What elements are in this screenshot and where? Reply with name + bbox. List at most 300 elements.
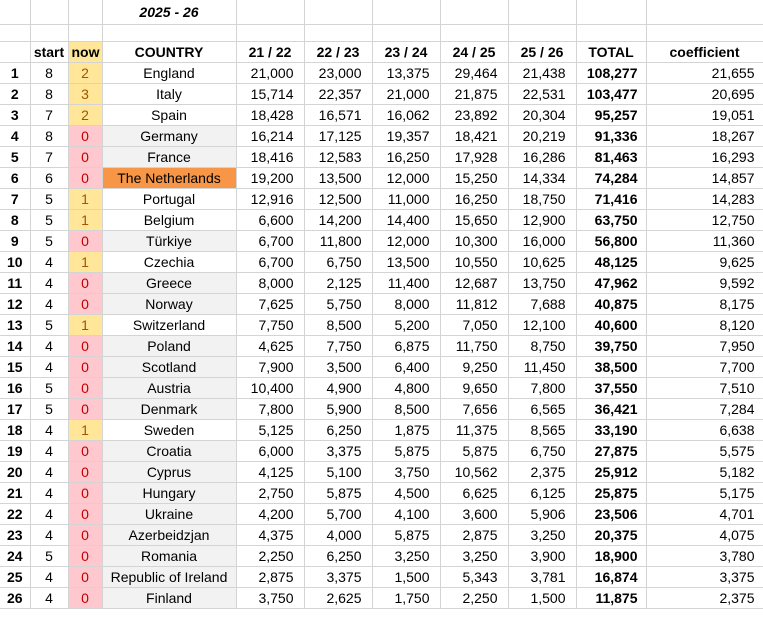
season-2425-cell[interactable]: 3,600: [440, 504, 508, 525]
now-cell[interactable]: 1: [68, 210, 102, 231]
country-cell[interactable]: France: [102, 147, 236, 168]
coefficient-cell[interactable]: 16,293: [646, 147, 763, 168]
season-2122-cell[interactable]: 2,250: [236, 546, 304, 567]
season-2223-cell[interactable]: 23,000: [304, 63, 372, 84]
rank-cell[interactable]: 19: [0, 441, 30, 462]
start-cell[interactable]: 5: [30, 378, 68, 399]
coefficient-cell[interactable]: 4,075: [646, 525, 763, 546]
season-2324-cell[interactable]: 4,800: [372, 378, 440, 399]
season-2122-cell[interactable]: 6,700: [236, 231, 304, 252]
season-2324-cell[interactable]: 5,875: [372, 525, 440, 546]
start-cell[interactable]: 5: [30, 231, 68, 252]
coefficient-cell[interactable]: 4,701: [646, 504, 763, 525]
season-2425-cell[interactable]: 7,050: [440, 315, 508, 336]
season-2122-cell[interactable]: 21,000: [236, 63, 304, 84]
total-cell[interactable]: 33,190: [576, 420, 646, 441]
season-2324-cell[interactable]: 16,250: [372, 147, 440, 168]
start-cell[interactable]: 4: [30, 504, 68, 525]
season-2324-cell[interactable]: 19,357: [372, 126, 440, 147]
coefficient-cell[interactable]: 19,051: [646, 105, 763, 126]
total-cell[interactable]: 91,336: [576, 126, 646, 147]
season-2425-cell[interactable]: 9,650: [440, 378, 508, 399]
season-2122-cell[interactable]: 15,714: [236, 84, 304, 105]
total-cell[interactable]: 71,416: [576, 189, 646, 210]
rank-cell[interactable]: 1: [0, 63, 30, 84]
coefficient-cell[interactable]: 11,360: [646, 231, 763, 252]
season-2526-cell[interactable]: 6,125: [508, 483, 576, 504]
total-cell[interactable]: 48,125: [576, 252, 646, 273]
season-2223-cell[interactable]: 12,500: [304, 189, 372, 210]
start-cell[interactable]: 8: [30, 126, 68, 147]
coefficient-cell[interactable]: 7,284: [646, 399, 763, 420]
season-2425-cell[interactable]: 11,750: [440, 336, 508, 357]
season-2425-cell[interactable]: 10,300: [440, 231, 508, 252]
season-2223-cell[interactable]: 6,250: [304, 546, 372, 567]
coefficient-cell[interactable]: 7,700: [646, 357, 763, 378]
now-cell[interactable]: 0: [68, 378, 102, 399]
total-cell[interactable]: 74,284: [576, 168, 646, 189]
country-cell[interactable]: Switzerland: [102, 315, 236, 336]
season-2324-cell[interactable]: 3,750: [372, 462, 440, 483]
country-cell[interactable]: Finland: [102, 588, 236, 609]
total-cell[interactable]: 40,875: [576, 294, 646, 315]
now-cell[interactable]: 2: [68, 105, 102, 126]
coefficient-cell[interactable]: 5,182: [646, 462, 763, 483]
coefficient-cell[interactable]: 8,175: [646, 294, 763, 315]
season-2324-cell[interactable]: 11,400: [372, 273, 440, 294]
season-2122-cell[interactable]: 16,214: [236, 126, 304, 147]
rank-cell[interactable]: 8: [0, 210, 30, 231]
season-2122-cell[interactable]: 12,916: [236, 189, 304, 210]
rank-cell[interactable]: 17: [0, 399, 30, 420]
country-cell[interactable]: Norway: [102, 294, 236, 315]
season-2324-cell[interactable]: 13,500: [372, 252, 440, 273]
coefficient-cell[interactable]: 18,267: [646, 126, 763, 147]
season-2526-cell[interactable]: 8,565: [508, 420, 576, 441]
season-2223-cell[interactable]: 13,500: [304, 168, 372, 189]
season-2425-cell[interactable]: 9,250: [440, 357, 508, 378]
season-2223-cell[interactable]: 5,875: [304, 483, 372, 504]
season-2526-cell[interactable]: 10,625: [508, 252, 576, 273]
header-coefficient[interactable]: coefficient: [646, 42, 763, 63]
country-cell[interactable]: Sweden: [102, 420, 236, 441]
season-2425-cell[interactable]: 29,464: [440, 63, 508, 84]
now-cell[interactable]: 0: [68, 126, 102, 147]
total-cell[interactable]: 40,600: [576, 315, 646, 336]
season-2324-cell[interactable]: 1,750: [372, 588, 440, 609]
season-2223-cell[interactable]: 7,750: [304, 336, 372, 357]
season-2425-cell[interactable]: 11,375: [440, 420, 508, 441]
season-2223-cell[interactable]: 2,125: [304, 273, 372, 294]
total-cell[interactable]: 20,375: [576, 525, 646, 546]
season-2324-cell[interactable]: 4,100: [372, 504, 440, 525]
now-cell[interactable]: 1: [68, 252, 102, 273]
season-2223-cell[interactable]: 6,750: [304, 252, 372, 273]
rank-cell[interactable]: 13: [0, 315, 30, 336]
rank-cell[interactable]: 20: [0, 462, 30, 483]
season-2526-cell[interactable]: 16,286: [508, 147, 576, 168]
start-cell[interactable]: 5: [30, 189, 68, 210]
season-2526-cell[interactable]: 13,750: [508, 273, 576, 294]
season-2122-cell[interactable]: 18,428: [236, 105, 304, 126]
table-row: [0, 336, 763, 357]
now-cell[interactable]: 0: [68, 462, 102, 483]
now-cell[interactable]: 0: [68, 483, 102, 504]
now-cell[interactable]: 2: [68, 63, 102, 84]
coefficient-cell[interactable]: 14,857: [646, 168, 763, 189]
start-cell[interactable]: 4: [30, 525, 68, 546]
season-2122-cell[interactable]: 10,400: [236, 378, 304, 399]
rank-cell[interactable]: 5: [0, 147, 30, 168]
start-cell[interactable]: 4: [30, 483, 68, 504]
season-2526-cell[interactable]: 1,500: [508, 588, 576, 609]
now-cell[interactable]: 1: [68, 315, 102, 336]
rank-cell[interactable]: 4: [0, 126, 30, 147]
country-cell[interactable]: Poland: [102, 336, 236, 357]
rank-cell[interactable]: 18: [0, 420, 30, 441]
season-2223-cell[interactable]: 3,500: [304, 357, 372, 378]
season-2526-cell[interactable]: 3,250: [508, 525, 576, 546]
country-cell[interactable]: Austria: [102, 378, 236, 399]
coefficient-cell[interactable]: 5,575: [646, 441, 763, 462]
start-cell[interactable]: 4: [30, 462, 68, 483]
country-cell[interactable]: Belgium: [102, 210, 236, 231]
season-2425-cell[interactable]: 11,812: [440, 294, 508, 315]
season-2425-cell[interactable]: 17,928: [440, 147, 508, 168]
season-2324-cell[interactable]: 3,250: [372, 546, 440, 567]
country-cell[interactable]: Portugal: [102, 189, 236, 210]
start-cell[interactable]: 7: [30, 105, 68, 126]
season-2526-cell[interactable]: 6,750: [508, 441, 576, 462]
season-2425-cell[interactable]: 7,656: [440, 399, 508, 420]
now-cell[interactable]: 0: [68, 546, 102, 567]
season-2223-cell[interactable]: 12,583: [304, 147, 372, 168]
season-2122-cell[interactable]: 19,200: [236, 168, 304, 189]
header-start[interactable]: start: [30, 42, 68, 63]
season-2526-cell[interactable]: 7,800: [508, 378, 576, 399]
rank-cell[interactable]: 9: [0, 231, 30, 252]
now-cell[interactable]: 0: [68, 231, 102, 252]
season-2223-cell[interactable]: 3,375: [304, 567, 372, 588]
season-2122-cell[interactable]: 7,900: [236, 357, 304, 378]
season-2526-cell[interactable]: 20,219: [508, 126, 576, 147]
rank-cell[interactable]: 14: [0, 336, 30, 357]
total-cell[interactable]: 103,477: [576, 84, 646, 105]
season-2122-cell[interactable]: 4,375: [236, 525, 304, 546]
season-2425-cell[interactable]: 15,250: [440, 168, 508, 189]
rank-cell[interactable]: 2: [0, 84, 30, 105]
country-cell[interactable]: Hungary: [102, 483, 236, 504]
country-cell[interactable]: Republic of Ireland: [102, 567, 236, 588]
country-cell[interactable]: Ukraine: [102, 504, 236, 525]
season-2526-cell[interactable]: 12,900: [508, 210, 576, 231]
country-cell[interactable]: The Netherlands: [102, 168, 236, 189]
total-cell[interactable]: 36,421: [576, 399, 646, 420]
total-cell[interactable]: 63,750: [576, 210, 646, 231]
rank-cell[interactable]: 22: [0, 504, 30, 525]
season-2122-cell[interactable]: 6,700: [236, 252, 304, 273]
start-cell[interactable]: 4: [30, 441, 68, 462]
country-cell[interactable]: Scotland: [102, 357, 236, 378]
total-cell[interactable]: 38,500: [576, 357, 646, 378]
now-cell[interactable]: 0: [68, 168, 102, 189]
season-2425-cell[interactable]: 21,875: [440, 84, 508, 105]
total-cell[interactable]: 56,800: [576, 231, 646, 252]
total-cell[interactable]: 23,506: [576, 504, 646, 525]
header-season-2324[interactable]: 23 / 24: [372, 42, 440, 63]
rank-cell[interactable]: 24: [0, 546, 30, 567]
season-2324-cell[interactable]: 13,375: [372, 63, 440, 84]
start-cell[interactable]: 4: [30, 252, 68, 273]
coefficient-cell[interactable]: 6,638: [646, 420, 763, 441]
coefficient-cell[interactable]: 3,375: [646, 567, 763, 588]
season-2526-cell[interactable]: 18,750: [508, 189, 576, 210]
start-cell[interactable]: 5: [30, 399, 68, 420]
coefficient-cell[interactable]: 5,175: [646, 483, 763, 504]
coefficient-cell[interactable]: 8,120: [646, 315, 763, 336]
country-cell[interactable]: Croatia: [102, 441, 236, 462]
country-cell[interactable]: Spain: [102, 105, 236, 126]
season-2223-cell[interactable]: 2,625: [304, 588, 372, 609]
season-2324-cell[interactable]: 6,875: [372, 336, 440, 357]
season-2223-cell[interactable]: 6,250: [304, 420, 372, 441]
season-2122-cell[interactable]: 6,000: [236, 441, 304, 462]
total-cell[interactable]: 25,912: [576, 462, 646, 483]
season-2324-cell[interactable]: 8,000: [372, 294, 440, 315]
season-2223-cell[interactable]: 3,375: [304, 441, 372, 462]
season-2223-cell[interactable]: 8,500: [304, 315, 372, 336]
country-cell[interactable]: Türkiye: [102, 231, 236, 252]
season-2425-cell[interactable]: 6,625: [440, 483, 508, 504]
now-cell[interactable]: 0: [68, 357, 102, 378]
header-now[interactable]: now: [68, 42, 102, 63]
now-cell[interactable]: 0: [68, 567, 102, 588]
season-2223-cell[interactable]: 5,100: [304, 462, 372, 483]
season-2324-cell[interactable]: 4,500: [372, 483, 440, 504]
season-2122-cell[interactable]: 4,625: [236, 336, 304, 357]
season-2122-cell[interactable]: 2,875: [236, 567, 304, 588]
start-cell[interactable]: 6: [30, 168, 68, 189]
season-2324-cell[interactable]: 14,400: [372, 210, 440, 231]
season-2324-cell[interactable]: 12,000: [372, 231, 440, 252]
season-2526-cell[interactable]: 8,750: [508, 336, 576, 357]
season-2122-cell[interactable]: 6,600: [236, 210, 304, 231]
country-cell[interactable]: Germany: [102, 126, 236, 147]
season-2122-cell[interactable]: 7,750: [236, 315, 304, 336]
season-2122-cell[interactable]: 7,800: [236, 399, 304, 420]
now-cell[interactable]: 0: [68, 399, 102, 420]
rank-cell[interactable]: 15: [0, 357, 30, 378]
rank-cell[interactable]: 25: [0, 567, 30, 588]
season-2122-cell[interactable]: 2,750: [236, 483, 304, 504]
total-cell[interactable]: 47,962: [576, 273, 646, 294]
season-2425-cell[interactable]: 3,250: [440, 546, 508, 567]
season-2425-cell[interactable]: 2,250: [440, 588, 508, 609]
coefficient-cell[interactable]: 7,950: [646, 336, 763, 357]
total-cell[interactable]: 39,750: [576, 336, 646, 357]
rank-cell[interactable]: 26: [0, 588, 30, 609]
total-cell[interactable]: 11,875: [576, 588, 646, 609]
season-2324-cell[interactable]: 1,875: [372, 420, 440, 441]
country-cell[interactable]: Greece: [102, 273, 236, 294]
season-2425-cell[interactable]: 18,421: [440, 126, 508, 147]
start-cell[interactable]: 4: [30, 294, 68, 315]
country-cell[interactable]: Italy: [102, 84, 236, 105]
country-cell[interactable]: Cyprus: [102, 462, 236, 483]
season-2526-cell[interactable]: 16,000: [508, 231, 576, 252]
season-2324-cell[interactable]: 5,200: [372, 315, 440, 336]
season-2425-cell[interactable]: 12,687: [440, 273, 508, 294]
coefficient-cell[interactable]: 12,750: [646, 210, 763, 231]
rank-cell[interactable]: 21: [0, 483, 30, 504]
season-2122-cell[interactable]: 18,416: [236, 147, 304, 168]
coefficient-cell[interactable]: 2,375: [646, 588, 763, 609]
coefficient-cell[interactable]: 9,625: [646, 252, 763, 273]
season-2122-cell[interactable]: 8,000: [236, 273, 304, 294]
season-2425-cell[interactable]: 5,343: [440, 567, 508, 588]
now-cell[interactable]: 0: [68, 336, 102, 357]
season-2324-cell[interactable]: 1,500: [372, 567, 440, 588]
season-2526-cell[interactable]: 20,304: [508, 105, 576, 126]
season-2526-cell[interactable]: 3,900: [508, 546, 576, 567]
season-2223-cell[interactable]: 22,357: [304, 84, 372, 105]
total-cell[interactable]: 16,874: [576, 567, 646, 588]
total-cell[interactable]: 27,875: [576, 441, 646, 462]
header-country[interactable]: COUNTRY: [102, 42, 236, 63]
season-2223-cell[interactable]: 5,750: [304, 294, 372, 315]
season-2425-cell[interactable]: 15,650: [440, 210, 508, 231]
season-2425-cell[interactable]: 2,875: [440, 525, 508, 546]
rank-cell[interactable]: 16: [0, 378, 30, 399]
total-cell[interactable]: 95,257: [576, 105, 646, 126]
country-cell[interactable]: Azerbeidzjan: [102, 525, 236, 546]
now-cell[interactable]: 0: [68, 147, 102, 168]
season-2122-cell[interactable]: 7,625: [236, 294, 304, 315]
season-2223-cell[interactable]: 17,125: [304, 126, 372, 147]
season-2526-cell[interactable]: 14,334: [508, 168, 576, 189]
start-cell[interactable]: 7: [30, 147, 68, 168]
season-2526-cell[interactable]: 2,375: [508, 462, 576, 483]
header-total[interactable]: TOTAL: [576, 42, 646, 63]
now-cell[interactable]: 3: [68, 84, 102, 105]
season-2324-cell[interactable]: 21,000: [372, 84, 440, 105]
rank-cell[interactable]: 23: [0, 525, 30, 546]
start-cell[interactable]: 4: [30, 357, 68, 378]
coefficient-cell[interactable]: 14,283: [646, 189, 763, 210]
start-cell[interactable]: 5: [30, 546, 68, 567]
start-cell[interactable]: 4: [30, 420, 68, 441]
season-2223-cell[interactable]: 5,900: [304, 399, 372, 420]
country-cell[interactable]: Romania: [102, 546, 236, 567]
country-cell[interactable]: Czechia: [102, 252, 236, 273]
season-2122-cell[interactable]: 4,125: [236, 462, 304, 483]
total-cell[interactable]: 108,277: [576, 63, 646, 84]
header-season-2122[interactable]: 21 / 22: [236, 42, 304, 63]
start-cell[interactable]: 4: [30, 588, 68, 609]
total-cell[interactable]: 37,550: [576, 378, 646, 399]
season-2223-cell[interactable]: 5,700: [304, 504, 372, 525]
rank-cell[interactable]: 12: [0, 294, 30, 315]
table-row: [0, 567, 763, 588]
season-2324-cell[interactable]: 16,062: [372, 105, 440, 126]
season-2223-cell[interactable]: 16,571: [304, 105, 372, 126]
now-cell[interactable]: 0: [68, 273, 102, 294]
rank-cell[interactable]: 7: [0, 189, 30, 210]
season-2122-cell[interactable]: 3,750: [236, 588, 304, 609]
total-cell[interactable]: 25,875: [576, 483, 646, 504]
start-cell[interactable]: 5: [30, 315, 68, 336]
season-2122-cell[interactable]: 4,200: [236, 504, 304, 525]
season-2223-cell[interactable]: 4,900: [304, 378, 372, 399]
total-cell[interactable]: 18,900: [576, 546, 646, 567]
header-season-2223[interactable]: 22 / 23: [304, 42, 372, 63]
season-2526-cell[interactable]: 6,565: [508, 399, 576, 420]
season-2526-cell[interactable]: 21,438: [508, 63, 576, 84]
start-cell[interactable]: 5: [30, 210, 68, 231]
header-season-2425[interactable]: 24 / 25: [440, 42, 508, 63]
season-2526-cell[interactable]: 5,906: [508, 504, 576, 525]
start-cell[interactable]: 4: [30, 336, 68, 357]
season-2324-cell[interactable]: 5,875: [372, 441, 440, 462]
now-cell[interactable]: 0: [68, 294, 102, 315]
now-cell[interactable]: 1: [68, 189, 102, 210]
rank-cell[interactable]: 10: [0, 252, 30, 273]
rank-cell[interactable]: 6: [0, 168, 30, 189]
header-season-2526[interactable]: 25 / 26: [508, 42, 576, 63]
now-cell[interactable]: 0: [68, 441, 102, 462]
start-cell[interactable]: 8: [30, 63, 68, 84]
season-2425-cell[interactable]: 10,562: [440, 462, 508, 483]
season-title[interactable]: 2025 - 26: [102, 0, 236, 25]
season-2324-cell[interactable]: 11,000: [372, 189, 440, 210]
season-2526-cell[interactable]: 11,450: [508, 357, 576, 378]
season-2122-cell[interactable]: 5,125: [236, 420, 304, 441]
season-2425-cell[interactable]: 23,892: [440, 105, 508, 126]
season-2425-cell[interactable]: 16,250: [440, 189, 508, 210]
season-2324-cell[interactable]: 12,000: [372, 168, 440, 189]
start-cell[interactable]: 8: [30, 84, 68, 105]
start-cell[interactable]: 4: [30, 273, 68, 294]
country-cell[interactable]: Denmark: [102, 399, 236, 420]
coefficient-cell[interactable]: 21,655: [646, 63, 763, 84]
season-2526-cell[interactable]: 3,781: [508, 567, 576, 588]
now-cell[interactable]: 0: [68, 504, 102, 525]
rank-cell[interactable]: 11: [0, 273, 30, 294]
season-2223-cell[interactable]: 14,200: [304, 210, 372, 231]
coefficient-cell[interactable]: 3,780: [646, 546, 763, 567]
rank-cell[interactable]: 3: [0, 105, 30, 126]
coefficient-cell[interactable]: 9,592: [646, 273, 763, 294]
now-cell[interactable]: 1: [68, 420, 102, 441]
country-cell[interactable]: England: [102, 63, 236, 84]
season-2425-cell[interactable]: 5,875: [440, 441, 508, 462]
coefficient-cell[interactable]: 20,695: [646, 84, 763, 105]
total-cell[interactable]: 81,463: [576, 147, 646, 168]
season-2526-cell[interactable]: 22,531: [508, 84, 576, 105]
season-2223-cell[interactable]: 4,000: [304, 525, 372, 546]
start-cell[interactable]: 4: [30, 567, 68, 588]
season-2324-cell[interactable]: 8,500: [372, 399, 440, 420]
now-cell[interactable]: 0: [68, 525, 102, 546]
season-2526-cell[interactable]: 7,688: [508, 294, 576, 315]
coefficient-cell[interactable]: 7,510: [646, 378, 763, 399]
season-2223-cell[interactable]: 11,800: [304, 231, 372, 252]
season-2526-cell[interactable]: 12,100: [508, 315, 576, 336]
now-cell[interactable]: 0: [68, 588, 102, 609]
season-2425-cell[interactable]: 10,550: [440, 252, 508, 273]
season-2324-cell[interactable]: 6,400: [372, 357, 440, 378]
table-row: [0, 168, 763, 189]
